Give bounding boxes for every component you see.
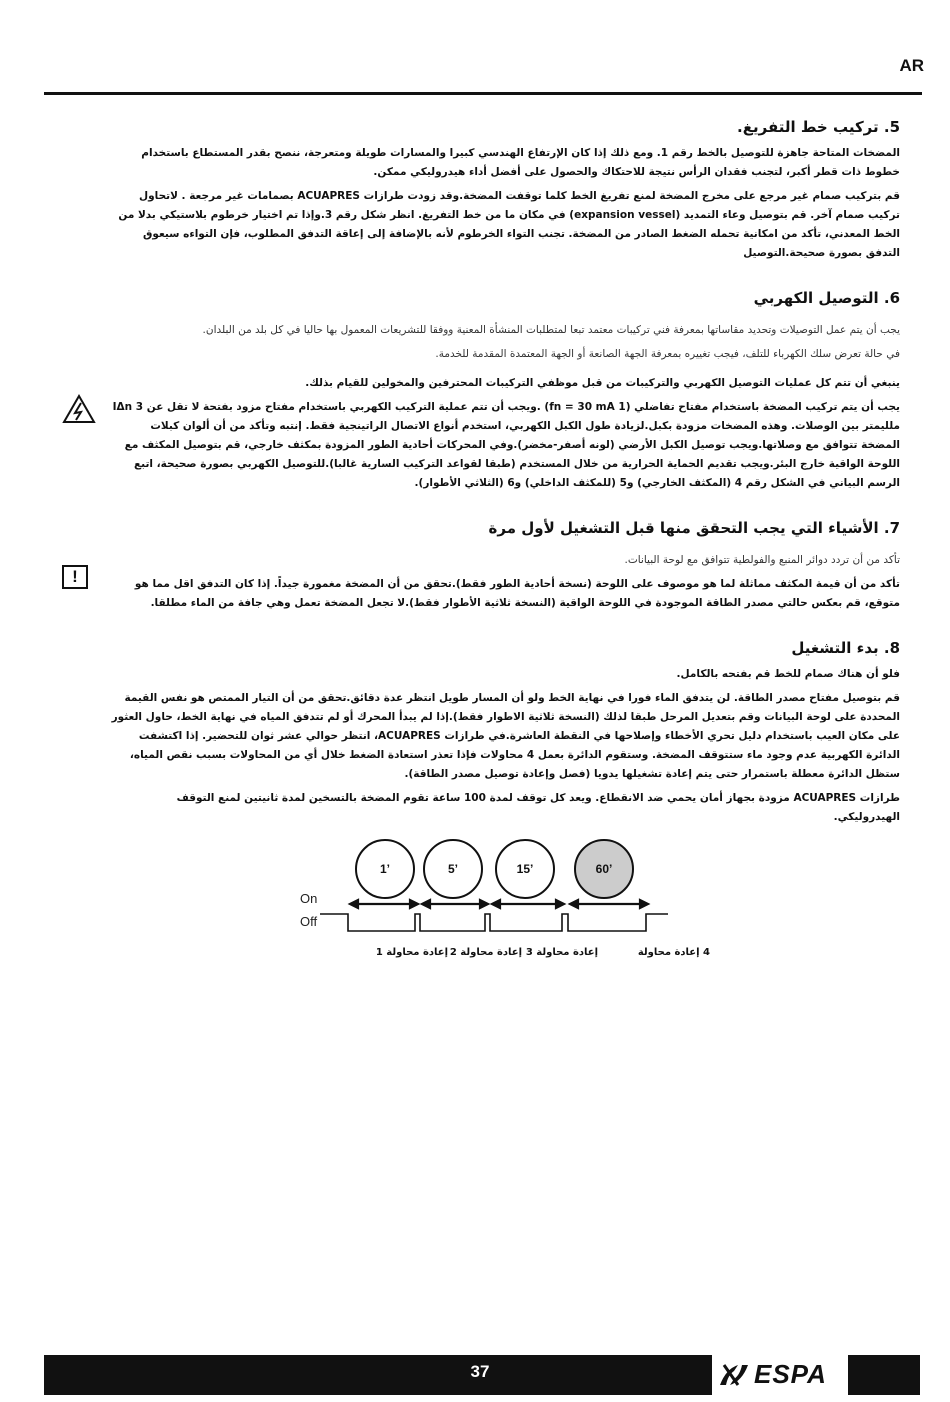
section-discharge-line: [108, 118, 900, 263]
paragraph: فلو أن هناك صمام للخط قم بفتحه بالكامل.: [676, 668, 900, 680]
paragraph: المضخات المتاحة جاهزة للتوصيل بالخط رقم 1. ومع ذلك إذا كان الإرتفاع الهندسي كبيرا والمسارات طويلة ومتعرجة، ننصح بقدر المستطاع باستخدام خطوط ذات قطر أكبر، لتجنب فقدان الرأس نتيجة للاحتكاك والحصول على أفضل أداء هيدروليكي ممكن.: [141, 147, 900, 178]
on-off-signal-line: [320, 914, 668, 931]
paragraph: قم بتركيب صمام غير مرجع على مخرج المضخة لمنع تفريغ الخط كلما توقفت المضخة.وقد زودت طرازات ACUAPRES بصمامات غير مرجعة . لاتحاول تركيب صمام آخر. قم بتوصيل وعاء التمديد (expansion vessel) في مكان ما من خط التفريغ. انظر شكل رقم 3.وإذا تم اختيار خرطوم بلاستيكي بدلا من الخط المعدني، تأكد من امكانية تحمله الضغط الصادر من المضخة. تجنب التواء الخرطوم لأنه بالإضافة إلى إعاقة التدفق المطلوب، فإن التواءه سيعوق التدفق بصورة صحيحة.التوصيل: [118, 190, 900, 259]
paragraph: تأكد من أن تردد دوائر المنبع والفولطية تتوافق مع لوحة البيانات.: [624, 554, 900, 566]
section-title: 7. الأشياء التي يجب التحقق منها قبل التشغيل لأول مرة: [488, 519, 900, 537]
interval-label-3: 15’: [516, 862, 534, 876]
section-title: 5. تركيب خط التفريغ.: [737, 118, 900, 136]
off-label: Off: [300, 914, 318, 929]
paragraph: طرازات ACUAPRES مزودة بجهاز أمان يحمي ضد الانقطاع. ويعد كل توقف لمدة 100 ساعة تقوم المضخة بالتسخين لمدة ثانيتين لمنع التوقف الهيدروليكي.: [176, 792, 900, 823]
section-pre-start-checks: [72, 519, 900, 613]
exclamation-icon: !: [62, 565, 88, 589]
language-tag: AR: [899, 56, 924, 75]
page-number: 37: [470, 1362, 490, 1381]
electrical-hazard-icon: [62, 394, 96, 424]
paragraph: يجب أن يتم تركيب المضخة باستخدام مفتاح تفاضلي (fn = 30 mA 1) .ويجب أن تتم عملية التركيب الكهربي باستخدام مفتاح مزود بفتحة لا تقل عن IΔn 3 ملليمتر بين الوصلات. وهذه المضخات مزودة بكبل.لزيادة طول الكبل الكهربي، استخدم أنواع الاتصال الراتينجية فقط. إنتبه وتأكد من أن ألوان كبلات المضخة تتوافق مع وصلاتها.ويجب توصيل الكبل الأرضي (لونه أصفر-مخضر).وفي المحركات أحادية الطور المزودة بمكثف خارجي، قم بتوصيل المكثف مع اللوحة الواقية خارج البئر.ويجب تقديم الحماية الحرارية من خلال المستخدم (طبقا لقواعد التركيب السارية غالبا).للتوصيل الكهربي بصورة صحيحة، اتبع الرسم البياني في الشكل رقم 4 (المكثف الخارجي) و5 (للمكثف الداخلي) و6 (الثلاثي الأطوار).: [112, 401, 900, 489]
retry-label-2: إعادة محاولة 2: [449, 947, 522, 958]
retry-label-1: إعادة محاولة 1: [375, 947, 448, 958]
brand-name: ESPA: [754, 1359, 827, 1389]
section-title: 6. التوصيل الكهربي: [753, 289, 900, 307]
retry-label-4: 4 إعادة محاولة: [637, 947, 710, 958]
retry-labels: [375, 947, 710, 963]
paragraph: تأكد من أن قيمة المكثف مماثلة لما هو موصوف على اللوحة (نسخة أحادية الطور فقط).تحقق من أن المضخة مغمورة جيداً. إذا كان التدفق اقل مما هو متوقع، قم بعكس حالتي مصدر الطاقة الموجودة في اللوحة الواقية (النسخة ثلاثية الأطوار فقط).لا تجعل المضخة تعمل وهي جافة من الماء مطلقا.: [134, 578, 900, 609]
header-rule: [44, 92, 922, 95]
espa-logo-icon: [716, 1359, 752, 1391]
retry-label-3: إعادة محاولة 3: [525, 947, 598, 958]
paragraph: ينبغي أن تتم كل عمليات التوصيل الكهربي والتركيبات من قبل موظفي التركيبات المحترفين والمخولين للقيام بذلك.: [305, 377, 900, 389]
paragraph: يجب أن يتم عمل التوصيلات وتحديد مقاساتها بمعرفة فني تركيبات معتمد تبعا لمتطلبات المنشأة المعنية ووفقا للتشريعات المعمول بها حاليا في كل بلد من البلدان.: [202, 324, 900, 336]
section-electrical-connection: [108, 289, 900, 493]
brand-logo: [712, 1355, 848, 1395]
section-title: 8. بدء التشغيل: [791, 639, 900, 657]
interval-arrows: [350, 900, 648, 908]
document-body: [72, 118, 900, 847]
warning-block: [108, 374, 900, 493]
timing-diagram-graphic: [290, 836, 710, 946]
caution-block: [72, 551, 900, 613]
paragraph: في حالة تعرض سلك الكهرباء للتلف، فيجب تغييره بمعرفة الجهة الصانعة أو الجهة المعتمدة المقدمة للخدمة.: [435, 348, 900, 360]
interval-label-4: 60’: [595, 862, 613, 876]
paragraph: قم بتوصيل مفتاح مصدر الطاقة. لن يتدفق الماء فورا في نهاية الخط ولو أن المسار طويل انتظر عدة دقائق.تحقق من أن التيار الممتص هو نفس القيمة المحددة على لوحة البيانات وقم بتعديل المرحل طبقا لذلك (النسخة ثلاثية الاطوار فقط).إذا لم يبدأ المحرك أو لم تتدفق المياه في نهاية الخط، حاول العثور على مكان العيب باستخدام دليل تحري الأخطاء وإصلاحها في النقطة العاشرة.في طرازات ACUAPRES، انتظر حوالي عشر ثوان للتحضير. إذا اكتشفت الدائرة الكهربية عدم وجود ماء ستتوقف المضخة. وستقوم الدائرة بعمل 4 محاولات فإذا تعذر استعادة الضغط خلال أي من المحاولات بسبب نقص المياه، ستظل الدائرة معطلة باستمرار حتى يتم إعادة تشغيلها يدويا (فصل وإعادة توصيل مصدر الطاقة).: [111, 692, 900, 780]
section-start-up: [108, 639, 900, 827]
on-label: On: [300, 891, 318, 906]
interval-label-2: 5’: [447, 862, 458, 876]
interval-label-1: 1’: [379, 862, 390, 876]
